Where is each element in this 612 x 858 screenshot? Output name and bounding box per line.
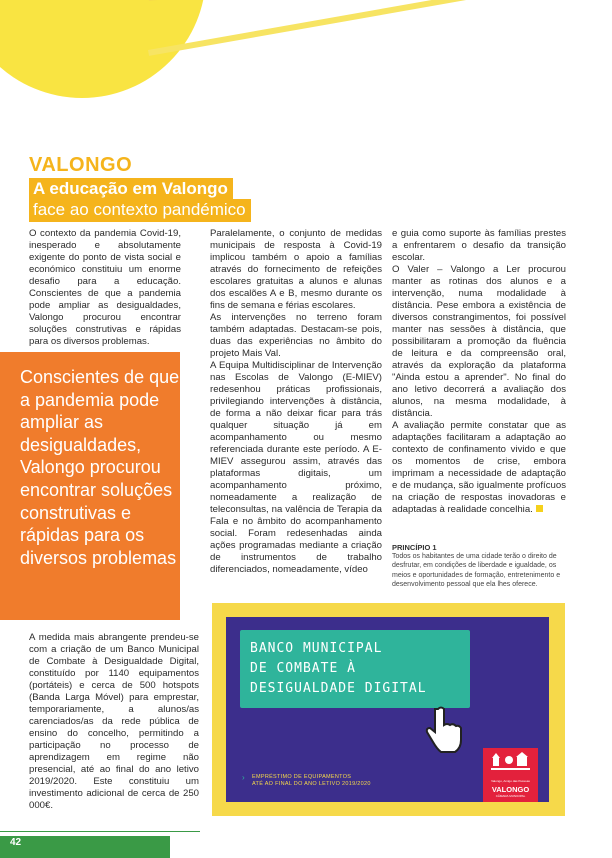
campaign-banner: [212, 603, 565, 816]
banner-background: [226, 617, 549, 802]
principle-heading: PRINCÍPIO 1: [392, 543, 437, 552]
decorative-yellow-band-thin: [148, 0, 612, 56]
column-1-top: [29, 228, 181, 348]
banner-screen: [240, 630, 470, 708]
column-1-bottom: [29, 632, 199, 812]
paragraph: [392, 420, 566, 516]
banner-screen-text: BANCO MUNICIPAL DE COMBATE À DESIGUALDADE DIGITAL: [250, 641, 427, 696]
logo-wordmark: VALONGO: [491, 785, 530, 794]
paragraph: Paralelamente, o conjunto de medidas municipais de resposta à Covid-19 implicou também o apoio a famílias através do fornecimento de refeições escolares gratuitas a alunos e alunas dos escalões A e B, mesmo durante os fins de semana e férias escolares.: [210, 228, 382, 311]
paragraph: A Equipa Multidisciplinar de Intervenção nas Escolas de Valongo (E-MIEV) redesenhou práticas profissionais, privilegiando intervenções à distância, de forma a não deixar ficar para trás qualquer situação já em acompanhamento ou mesmo referenciada durante este período. A E-MIEV assegurou assim, através das plataformas digitais, um acompanhamento próximo, nomeadamente a realização de teleconsultas, na valência de Terapia da Fala e no âmbito do acompanhamento social. Foram redesenhadas ainda ações programadas mediante a criação de instrumentos de trabalho diferenciados, nomeadamente, vídeo: [210, 360, 382, 575]
column-3: [392, 228, 566, 516]
footer-rule: [0, 831, 200, 832]
paragraph: A medida mais abrangente prendeu-se com a criação de um Banco Municipal de Combate à Desigualdade Digital, constituído por 1140 equipamentos (portáteis) e cerca de 500 hotspots (Banda Larga Móvel) para emprestar, temporariamente, a alunos/as carenciados/as da rede pública de ensino do concelho, permitindo a participação no processo de aprendizagem em regime não presencial, até ao final do ano letivo 2019/2020. Este constituiu um investimento adicional de cerca de 250 000€.: [29, 632, 199, 811]
pull-quote-box: [0, 352, 180, 620]
principle-text: Todos os habitantes de uma cidade terão o direito de desfrutar, em condições de liberdade e igualdade, os meios e oportunidades de formação, entretenimento e desenvolvimento pessoal que ela lhes oferece.: [392, 553, 561, 588]
decorative-yellow-band: [148, 0, 612, 1]
city-emblem-icon: [483, 748, 538, 778]
article-title-line-1: A educação em Valongo: [29, 178, 233, 201]
end-of-article-mark: [536, 505, 543, 512]
footer-bar: [0, 836, 170, 858]
valongo-logo: [483, 748, 538, 802]
principle-box: [392, 543, 567, 589]
section-kicker: VALONGO: [29, 154, 133, 176]
chevron-right-icon: ›: [242, 773, 245, 782]
banner-caption-line-2: ATÉ AO FINAL DO ANO LETIVO 2019/2020: [252, 781, 371, 787]
banner-caption: [242, 773, 371, 788]
article-title-line-2: face ao contexto pandémico: [29, 199, 251, 222]
logo-tagline: Valongo, Amigo das Pessoas: [491, 779, 530, 783]
paragraph: e guia como suporte às famílias prestes a enfrentarem o desafio da transição escolar.: [392, 228, 566, 263]
paragraph-text: A avaliação permite constatar que as adaptações facilitaram a adaptação ao contexto de confinamento vivido e que os momentos de crise, embora imprimam a necessidade de adaptação e de mudança, são igualmente profícuos na criação de respostas inovadoras e adaptadas à realidade concelhia.: [392, 420, 566, 515]
logo-subtext: CÂMARA MUNICIPAL: [495, 794, 526, 798]
paragraph: O Valer – Valongo a Ler procurou manter as rotinas dos alunos e a intervenção, numa modalidade à distância. Pese embora a existência de diversos constrangimentos, foi possível manter nas sessões à distância, que possibilitaram a promoção da fluência de leitura e da compreensão oral, através da exploração da plataforma "Ainda estou a aprender". No final do ano letivo decorrerá a avaliação dos alunos, na mesma modalidade, à distância.: [392, 264, 566, 419]
page-number: 42: [10, 837, 22, 848]
paragraph: As intervenções no terreno foram também adaptadas. Destacam-se pois, duas das experiências no âmbito do projeto Mais Val.: [210, 312, 382, 359]
banner-caption-line-1: EMPRÉSTIMO DE EQUIPAMENTOS: [252, 774, 352, 780]
pull-quote-text: Conscientes de que a pandemia pode ampliar as desigualdades, Valongo procurou encontrar soluções construtivas e rápidas para os diversos problemas: [20, 367, 180, 568]
column-2: [210, 228, 382, 576]
hand-cursor-icon: [424, 705, 464, 755]
paragraph: O contexto da pandemia Covid-19, inesperado e absolutamente exigente do ponto de vista social e económico constituiu um enorme desafio para a educação. Conscientes de que a pandemia pode ampliar as desigualdades, Valongo procurou encontrar soluções construtivas e rápidas para os diversos problemas.: [29, 228, 181, 347]
